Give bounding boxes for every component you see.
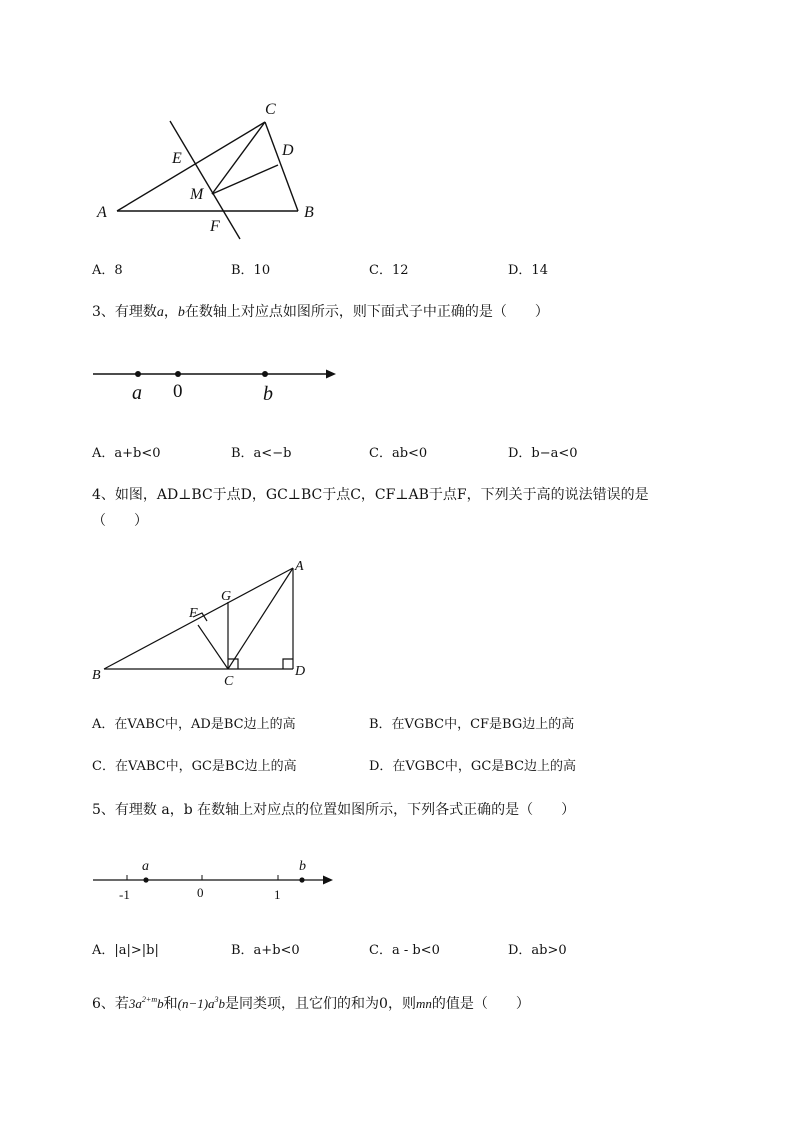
q6-mid: 和 — [163, 996, 178, 1012]
q2-option-b[interactable]: B．10 — [231, 263, 271, 278]
q5-option-b[interactable]: B．a+b<0 — [231, 943, 300, 958]
q6-term2-tail: b — [218, 996, 226, 1011]
q3-suffix: 在数轴上对应点如图所示，则下面式子中正确的是（ ） — [184, 304, 549, 320]
q3-axis-b: b — [263, 383, 273, 405]
q5-option-a[interactable]: A．|a|>|b| — [92, 943, 159, 958]
q6-suffix2: ，则 — [387, 996, 416, 1012]
q6-zero: 0 — [379, 996, 388, 1012]
q4-option-b[interactable]: B．在VGBC中，CF是BG边上的高 — [369, 717, 575, 732]
label-M: M — [190, 186, 204, 203]
number-line-q3 — [90, 358, 350, 408]
q6-prefix: 6、若 — [92, 996, 129, 1012]
q6-term1-exp: 2+m — [141, 995, 158, 1004]
q5-option-c[interactable]: C．a - b<0 — [369, 943, 440, 958]
q4-label-G: G — [221, 589, 232, 604]
q5-axis-a: a — [142, 859, 149, 874]
q5-axis-neg1: -1 — [119, 887, 130, 902]
q6-mn: mn — [415, 996, 432, 1011]
q4-option-d[interactable]: D．在VGBC中，GC是BC边上的高 — [369, 759, 577, 774]
q4-option-a[interactable]: A．在VABC中，AD是BC边上的高 — [92, 717, 296, 732]
q3-axis-a: a — [132, 382, 142, 404]
q3-sep: ， — [163, 304, 178, 320]
label-D: D — [282, 142, 294, 159]
q3-option-b[interactable]: B．a<−b — [231, 446, 292, 461]
label-C: C — [265, 101, 276, 118]
q5-option-d[interactable]: D．ab>0 — [508, 943, 567, 958]
q3-option-a[interactable]: A．a+b<0 — [92, 446, 161, 461]
q6-term2: (n−1)a — [177, 996, 215, 1011]
q4-label-F: F — [189, 606, 198, 621]
q3-var-a: a — [156, 305, 164, 320]
number-line-q5 — [90, 855, 340, 905]
q6-suffix3: 的值是（ ） — [431, 996, 530, 1012]
label-F: F — [210, 218, 220, 235]
q3-axis-zero: 0 — [173, 381, 183, 402]
q6-term2-exp: 3 — [214, 995, 219, 1004]
triangle-figure-q2 — [90, 95, 340, 245]
q4-label-A: A — [295, 559, 304, 574]
q5-axis-one: 1 — [274, 887, 281, 902]
q2-option-d[interactable]: D．14 — [508, 263, 548, 278]
q5-axis-zero: 0 — [197, 885, 204, 900]
q4-label-D: D — [295, 664, 306, 679]
q3-option-d[interactable]: D．b−a<0 — [508, 446, 578, 461]
label-A: A — [97, 204, 107, 221]
q2-option-c[interactable]: C．12 — [369, 263, 409, 278]
q4-label-B: B — [92, 668, 101, 683]
q5-axis-b: b — [299, 859, 306, 874]
q6-stem — [92, 990, 530, 1014]
q6-suffix: 是同类项，且它们的和为 — [225, 996, 380, 1012]
q4-stem-line1: 4、如图，AD⊥BC于点D，GC⊥BC于点C，CF⊥AB于点F，下列关于高的说法错误的是 — [92, 487, 649, 503]
q6-term1: 3a — [128, 996, 142, 1011]
triangle-figure-q4 — [88, 555, 318, 690]
q4-label-C: C — [224, 674, 234, 689]
q3-var-b: b — [177, 305, 185, 320]
q4-stem-line2: （ ） — [92, 513, 148, 529]
q3-prefix: 3、有理数 — [92, 304, 157, 320]
q3-stem — [92, 302, 549, 323]
q2-option-a[interactable]: A．8 — [92, 263, 123, 278]
q5-stem: 5、有理数 a，b 在数轴上对应点的位置如图所示，下列各式正确的是（ ） — [92, 802, 576, 818]
q6-term1-tail: b — [157, 996, 164, 1011]
q3-option-c[interactable]: C．ab<0 — [369, 446, 428, 461]
label-B: B — [304, 204, 314, 221]
q4-option-c[interactable]: C．在VABC中，GC是BC边上的高 — [92, 759, 297, 774]
label-E: E — [172, 150, 182, 167]
